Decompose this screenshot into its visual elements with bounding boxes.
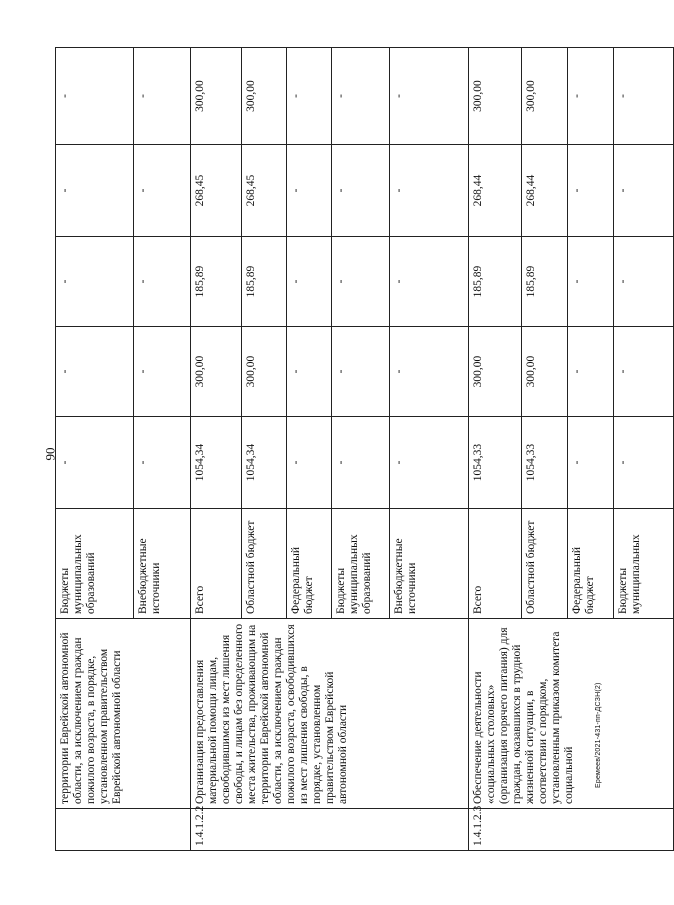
code-cell: 1.4.1.2.3 bbox=[469, 809, 674, 851]
value-cell: - bbox=[56, 327, 134, 417]
value-cell: - bbox=[614, 237, 674, 327]
code-cell: 1.4.1.2.2 bbox=[191, 809, 469, 851]
source-cell: Всего bbox=[191, 509, 242, 619]
value-cell: 1054,33 bbox=[469, 417, 522, 509]
table-row bbox=[56, 48, 134, 851]
value-cell: - bbox=[614, 145, 674, 237]
value-cell: - bbox=[568, 327, 614, 417]
page-number: 90 bbox=[42, 447, 58, 461]
budget-table bbox=[55, 47, 674, 851]
value-cell: 1054,33 bbox=[522, 417, 568, 509]
value-cell: - bbox=[287, 48, 332, 145]
source-cell: Областной бюджет bbox=[242, 509, 287, 619]
value-cell: 300,00 bbox=[242, 327, 287, 417]
measure-name-cell: Обеспечение деятельности «социальных столовых» (организация горячего питания) для граждан, оказавшихся в трудной жизненной ситуации, в соответствии с порядком, установленным приказом комитета социальной bbox=[469, 619, 674, 809]
value-cell: 300,00 bbox=[191, 48, 242, 145]
value-cell: 185,89 bbox=[191, 237, 242, 327]
table-row bbox=[469, 48, 522, 851]
value-cell: 300,00 bbox=[469, 48, 522, 145]
value-cell: - bbox=[390, 237, 469, 327]
source-cell: Федеральный бюджет bbox=[568, 509, 614, 619]
value-cell: - bbox=[390, 145, 469, 237]
value-cell: 300,00 bbox=[469, 327, 522, 417]
source-cell: Федеральный бюджет bbox=[287, 509, 332, 619]
value-cell: - bbox=[390, 48, 469, 145]
value-cell: - bbox=[134, 237, 191, 327]
value-cell: - bbox=[390, 327, 469, 417]
value-cell: - bbox=[332, 417, 390, 509]
measure-name-cell: Организация предоставления материальной помощи лицам, освободившимся из мест лишения свободы, и лицам без определенного места жительства, проживающим на территории Еврейской автономной области, за исключением граждан пожилого возраста, освободившихся из мест лишения свободы, в порядке, установленном правительством Еврейской автономной области bbox=[191, 619, 469, 809]
value-cell: - bbox=[332, 237, 390, 327]
source-cell: Бюджеты муниципальных bbox=[614, 509, 674, 619]
value-cell: 300,00 bbox=[522, 327, 568, 417]
value-cell: - bbox=[134, 48, 191, 145]
code-cell bbox=[56, 809, 191, 851]
value-cell: 1054,34 bbox=[191, 417, 242, 509]
value-cell: 300,00 bbox=[522, 48, 568, 145]
value-cell: 268,45 bbox=[191, 145, 242, 237]
value-cell: - bbox=[134, 327, 191, 417]
value-cell: - bbox=[56, 145, 134, 237]
value-cell: - bbox=[287, 417, 332, 509]
value-cell: 268,44 bbox=[522, 145, 568, 237]
value-cell: - bbox=[56, 417, 134, 509]
value-cell: - bbox=[332, 145, 390, 237]
value-cell: - bbox=[134, 145, 191, 237]
source-cell: Областной бюджет bbox=[522, 509, 568, 619]
source-cell: Всего bbox=[469, 509, 522, 619]
value-cell: - bbox=[568, 145, 614, 237]
source-cell: Внебюджетные источники bbox=[390, 509, 469, 619]
value-cell: 268,44 bbox=[469, 145, 522, 237]
source-cell: Внебюджетные источники bbox=[134, 509, 191, 619]
value-cell: - bbox=[614, 327, 674, 417]
table-row bbox=[191, 48, 242, 851]
value-cell: 268,45 bbox=[242, 145, 287, 237]
value-cell: - bbox=[56, 48, 134, 145]
value-cell: - bbox=[287, 145, 332, 237]
value-cell: - bbox=[56, 237, 134, 327]
document-code: Еремеев/2021-431-пп-ДСЗН(2) bbox=[595, 682, 602, 788]
value-cell: - bbox=[568, 48, 614, 145]
value-cell: 300,00 bbox=[191, 327, 242, 417]
value-cell: - bbox=[614, 48, 674, 145]
value-cell: 185,89 bbox=[242, 237, 287, 327]
value-cell: 300,00 bbox=[242, 48, 287, 145]
value-cell: 185,89 bbox=[522, 237, 568, 327]
value-cell: - bbox=[614, 417, 674, 509]
source-cell: Бюджеты муниципальных образований bbox=[56, 509, 134, 619]
value-cell: - bbox=[287, 327, 332, 417]
measure-name-cell: территории Еврейской автономной области, за исключением граждан пожилого возраста, в порядке, установленном правительством Еврейской автономной области bbox=[56, 619, 191, 809]
source-cell: Бюджеты муниципальных образований bbox=[332, 509, 390, 619]
value-cell: 185,89 bbox=[469, 237, 522, 327]
value-cell: 1054,34 bbox=[242, 417, 287, 509]
value-cell: - bbox=[390, 417, 469, 509]
value-cell: - bbox=[287, 237, 332, 327]
value-cell: - bbox=[134, 417, 191, 509]
value-cell: - bbox=[332, 327, 390, 417]
value-cell: - bbox=[568, 417, 614, 509]
value-cell: - bbox=[332, 48, 390, 145]
value-cell: - bbox=[568, 237, 614, 327]
